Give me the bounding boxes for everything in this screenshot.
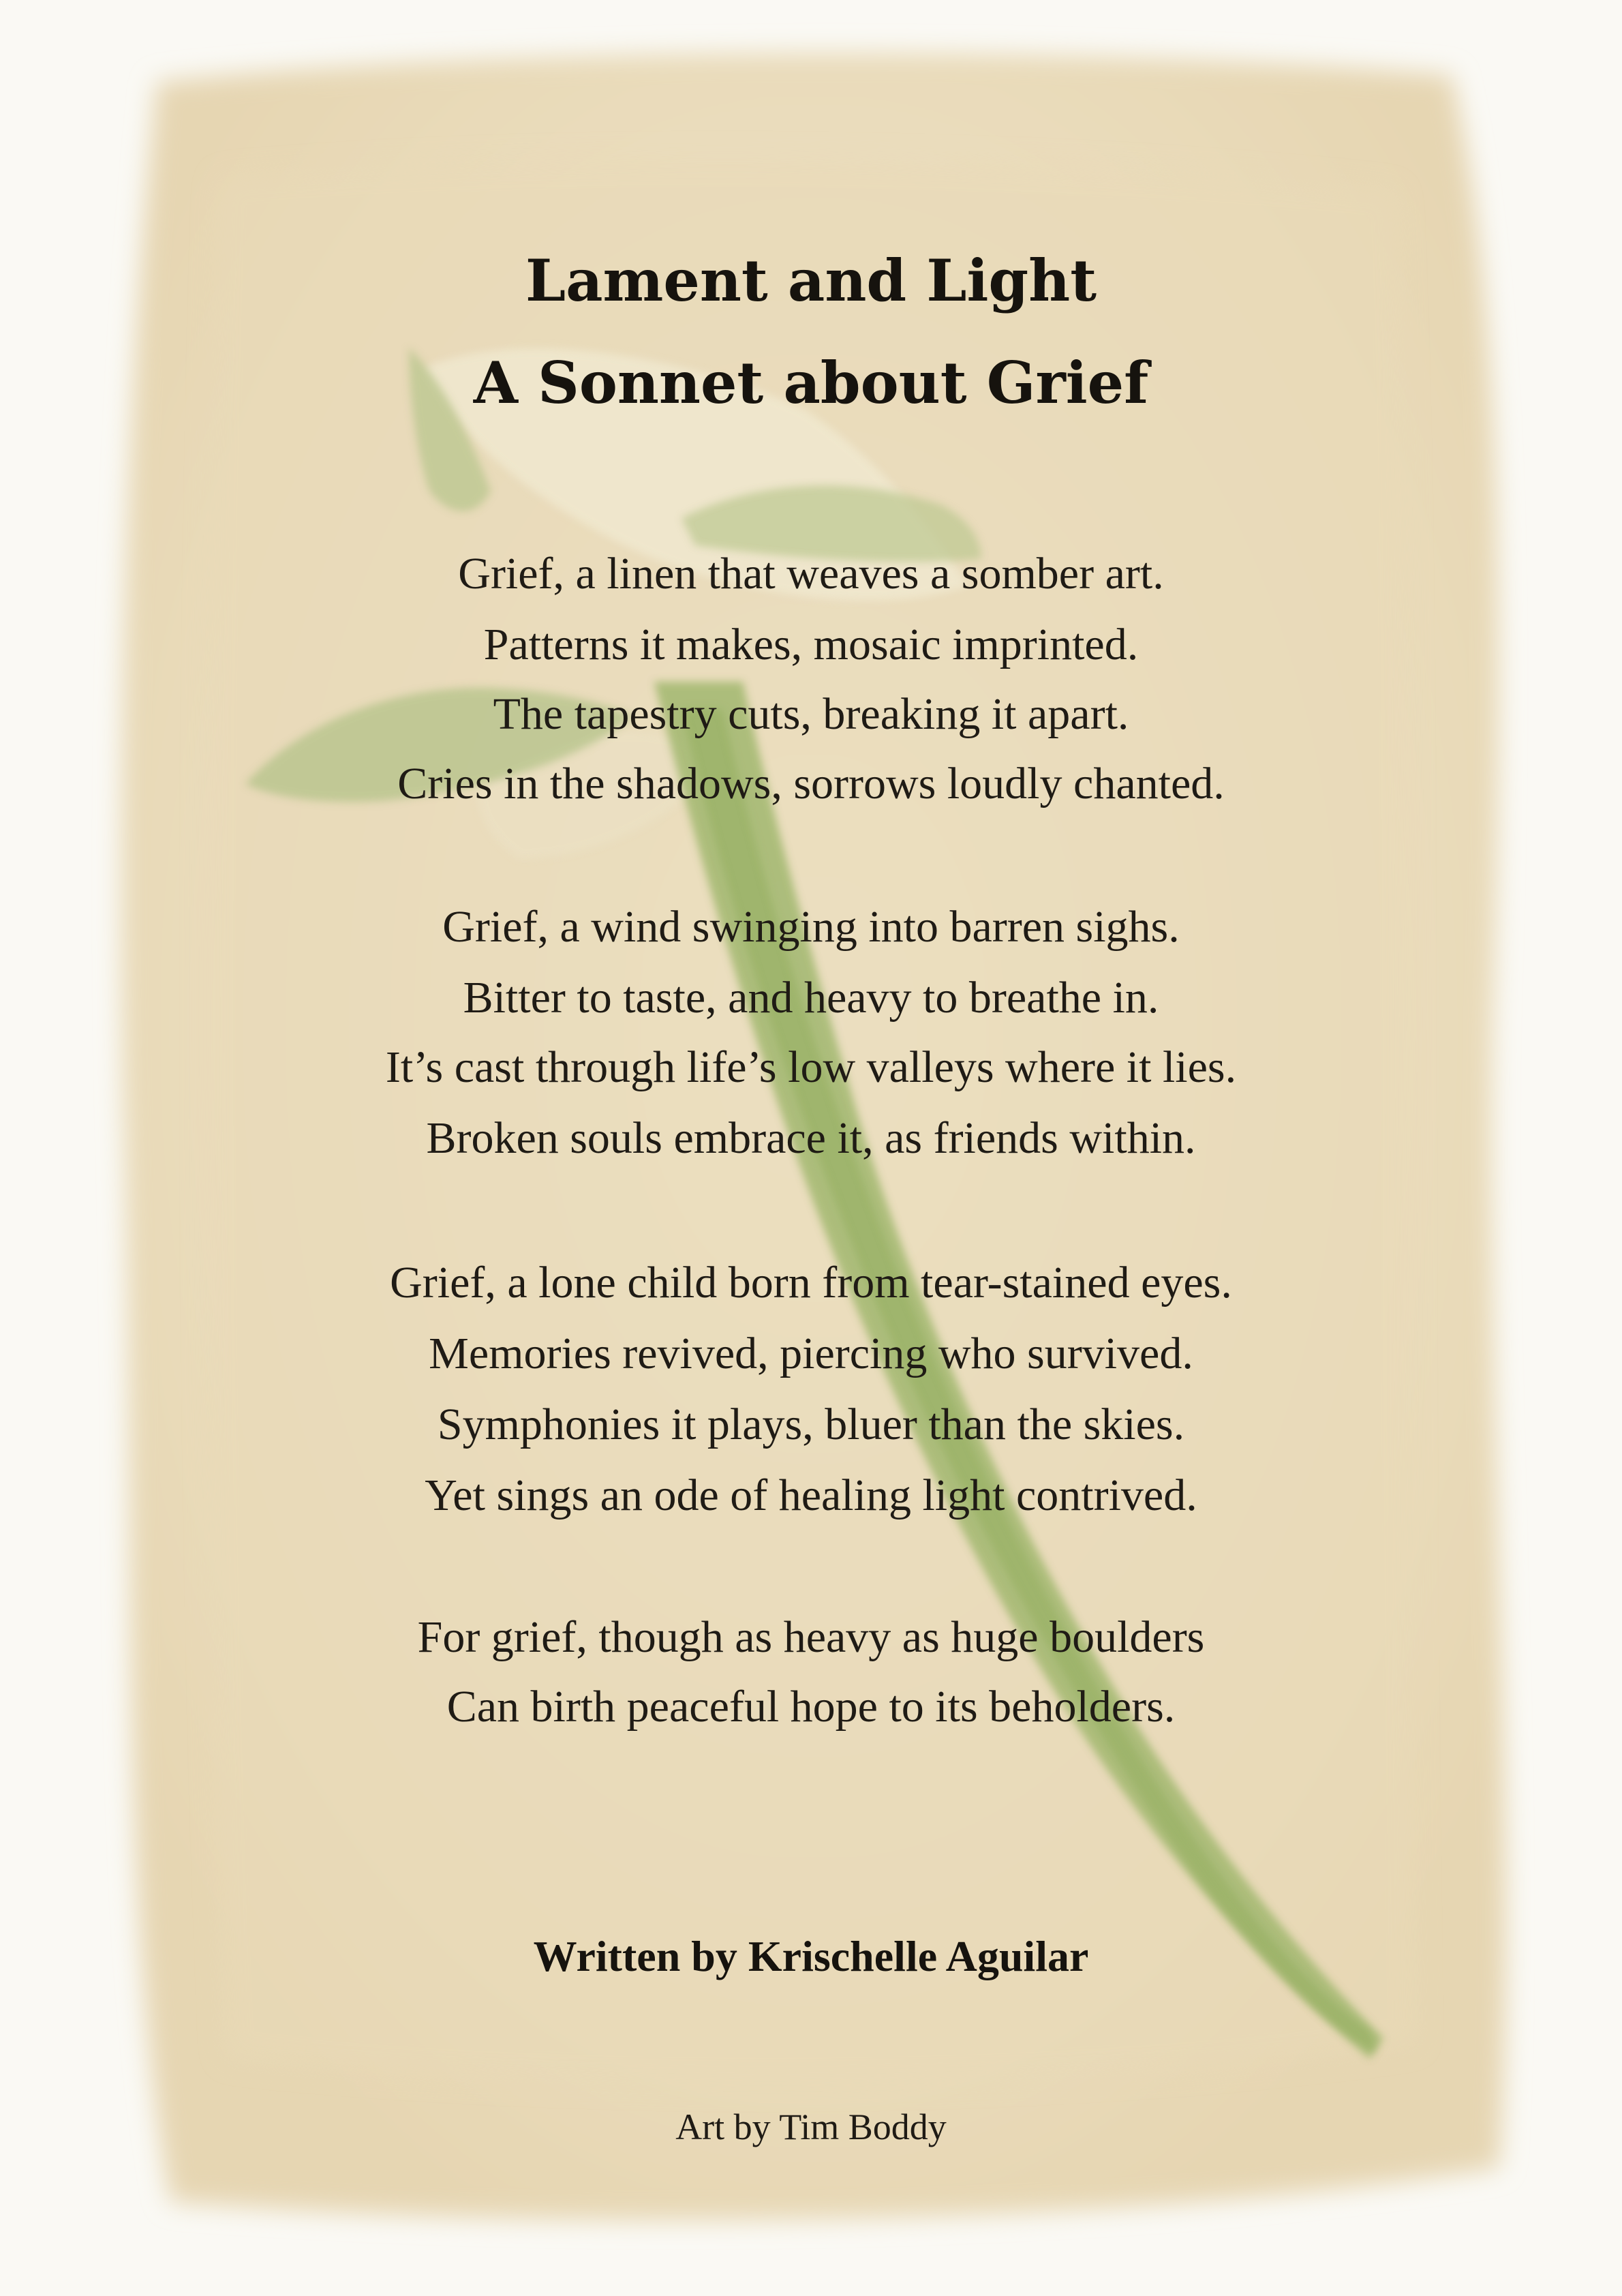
couplet-line-2: Can birth peaceful hope to its beholders. [446, 1682, 1176, 1732]
stanza-2-line-3: It’s cast through life’s low valleys where it lies. [385, 1042, 1237, 1092]
stanza-2-line-1: Grief, a wind swinging into barren sighs. [442, 902, 1180, 952]
stanza-1-line-2: Patterns it makes, mosaic imprinted. [483, 620, 1139, 669]
stanza-1-line-1: Grief, a linen that weaves a somber art. [458, 549, 1164, 599]
stanza-2-line-2: Bitter to taste, and heavy to breathe in. [463, 973, 1159, 1023]
stanza-3-line-1: Grief, a lone child born from tear-stained eyes. [390, 1258, 1232, 1308]
author-byline: Written by Krischelle Aguilar [533, 1932, 1089, 1980]
stanza-2-line-4: Broken souls embrace it, as friends within. [426, 1113, 1196, 1163]
stanza-1-line-3: The tapestry cuts, breaking it apart. [493, 689, 1129, 739]
art-credit: Art by Tim Boddy [675, 2106, 947, 2147]
couplet-line-1: For grief, though as heavy as huge boulders [417, 1612, 1205, 1662]
stanza-3-line-3: Symphonies it plays, bluer than the skies. [437, 1400, 1185, 1449]
stanza-3-line-4: Yet sings an ode of healing light contrived. [425, 1470, 1197, 1520]
stanza-1-line-4: Cries in the shadows, sorrows loudly chanted. [397, 759, 1225, 809]
stanza-3-line-2: Memories revived, piercing who survived. [429, 1329, 1193, 1378]
title-line-1: Lament and Light [525, 247, 1097, 314]
title-line-2: A Sonnet about Grief [473, 349, 1149, 417]
